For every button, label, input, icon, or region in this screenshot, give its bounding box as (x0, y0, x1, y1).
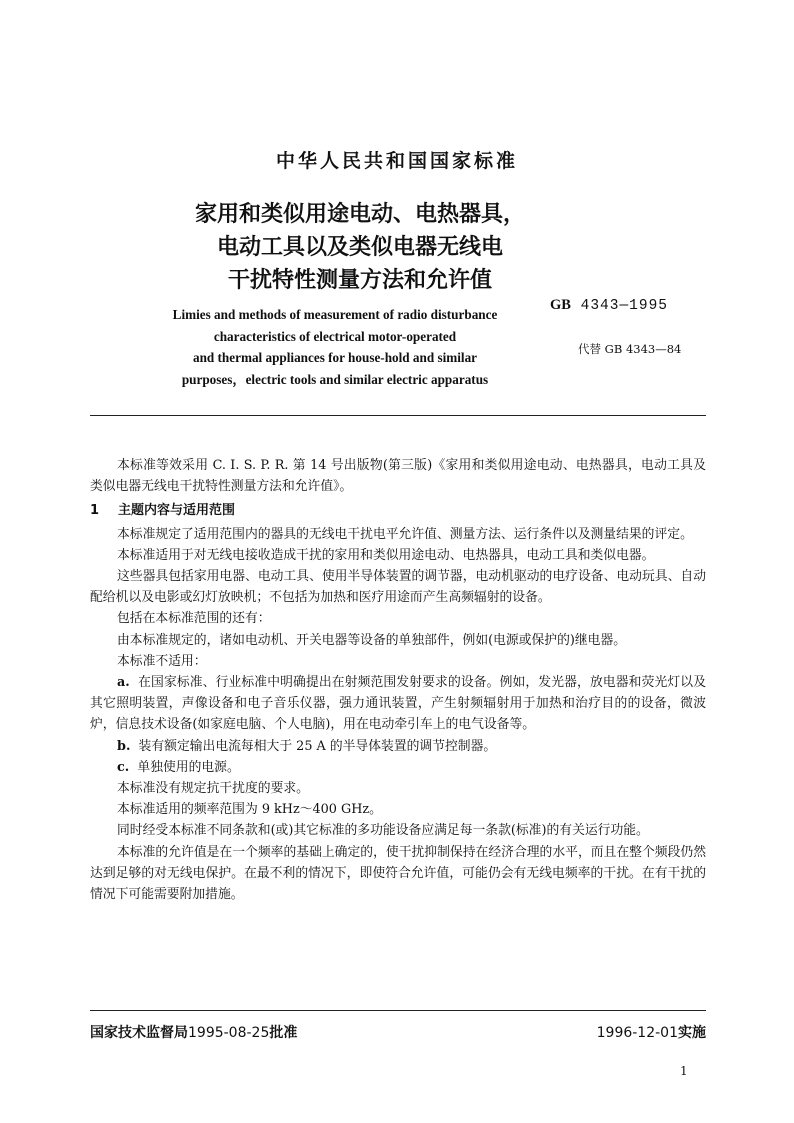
footer-divider (90, 1010, 706, 1011)
effective-line (597, 1022, 706, 1042)
paragraph: 本标准没有规定抗干扰度的要求。 (117, 781, 309, 797)
paragraph: 本标准适用于对无线电接收造成干扰的家用和类似用途电动、电热器具，电动工具和类似电器。 (117, 547, 655, 563)
section-1-heading (90, 500, 706, 521)
effective-date: 1996-12-01 (596, 1025, 678, 1041)
list-item-c-label: c. (117, 759, 130, 775)
document-body (90, 455, 706, 905)
paragraph: 由本标准规定的，诸如电动机、开关电器等设备的单独部件，例如(电源或保护的)继电器。 (117, 632, 627, 648)
paragraph: 本标准不适用： (117, 653, 207, 669)
section-1-title: 主题内容与适用范围 (118, 503, 236, 519)
issuing-country-standard-label: 中华人民共和国国家标准 (275, 150, 518, 172)
list-item-a-text: 在国家标准、行业标准中明确提出在射频范围发射要求的设备。例如，发光器，放电器和荧光灯以及其它照明装置，声像设备和电子音乐仪器，强力通讯装置，产生射频辐射用于加热和治疗目的的设备，微波炉，信息技术设备(如家庭电脑、个人电脑)，用在电动牵引车上的电气设备等。 (90, 675, 707, 733)
list-item-b-text: 装有额定输出电流每相大于 25 A 的半导体装置的调节控制器。 (138, 738, 497, 754)
list-item-a (90, 672, 706, 736)
approval-line (90, 1022, 297, 1042)
gb-number: 4343—1995 (580, 298, 668, 314)
paragraph: 本标准规定了适用范围内的器具的无线电干扰电平允许值、测量方法、运行条件以及测量结果的评定。 (117, 526, 693, 542)
list-item-b (90, 736, 706, 757)
gb-prefix: GB (550, 297, 571, 313)
chinese-title-line-2: 电动工具以及类似电器无线电 (216, 235, 503, 260)
list-item-b-label: b. (117, 738, 131, 754)
chinese-title-line-3: 干扰特性测量方法和允许值 (227, 268, 492, 293)
paragraph: 同时经受本标准不同条款和(或)其它标准的多功能设备应满足每一条款(标准)的有关运行功能。 (117, 823, 649, 839)
paragraph: 这些器具包括家用电器、电动工具、使用半导体装置的调节器，电动机驱动的电疗设备、电动玩具、自动配给机以及电影或幻灯放映机；不包括为加热和医疗用途而产生高频辐射的设备。 (90, 569, 706, 606)
english-title-line-3: and thermal appliances for house-hold and similar (192, 350, 478, 365)
paragraph: 本标准适用的频率范围为 9 kHz～400 GHz。 (117, 802, 382, 818)
approval-date: 1995-08-25 (188, 1025, 270, 1041)
page-number: 1 (680, 1064, 688, 1078)
chinese-title-line-1: 家用和类似用途电动、电热器具， (194, 202, 525, 227)
chinese-title (130, 198, 590, 297)
standard-number (550, 297, 668, 314)
english-title-line-2: characteristics of electrical motor-operated (213, 328, 457, 344)
list-item-c-text: 单独使用的电源。 (137, 759, 240, 775)
section-1-number: 1 (90, 503, 100, 519)
english-title (110, 304, 560, 390)
english-title-line-4: purposes，electric tools and similar electric apparatus (181, 371, 489, 387)
header-divider (90, 415, 706, 416)
paragraph: 本标准的允许值是在一个频率的基础上确定的，使干扰抑制保持在经济合理的水平，而且在整个频段仍然达到足够的对无线电保护。在最不利的情况下，即使符合允许值，可能仍会有无线电频率的干扰。在有干扰的情况下可能需要附加措施。 (90, 844, 706, 903)
list-item-c (90, 757, 706, 778)
approval-label: 批准 (269, 1025, 298, 1041)
replaces-standard: 代替 GB 4343—84 (578, 342, 682, 356)
issuer: 国家技术监督局 (90, 1025, 188, 1041)
effective-label: 实施 (678, 1025, 706, 1041)
list-item-a-label: a. (117, 675, 130, 691)
english-title-line-1: Limies and methods of measurement of radio disturbance (172, 307, 498, 322)
paragraph: 包括在本标准范围的还有： (117, 611, 271, 627)
intro-paragraph: 本标准等效采用 C. I. S. P. R. 第 14 号出版物(第三版)《家用和类似用途电动、电热器具，电动工具及类似电器无线电干扰特性测量方法和允许值》。 (90, 458, 706, 495)
